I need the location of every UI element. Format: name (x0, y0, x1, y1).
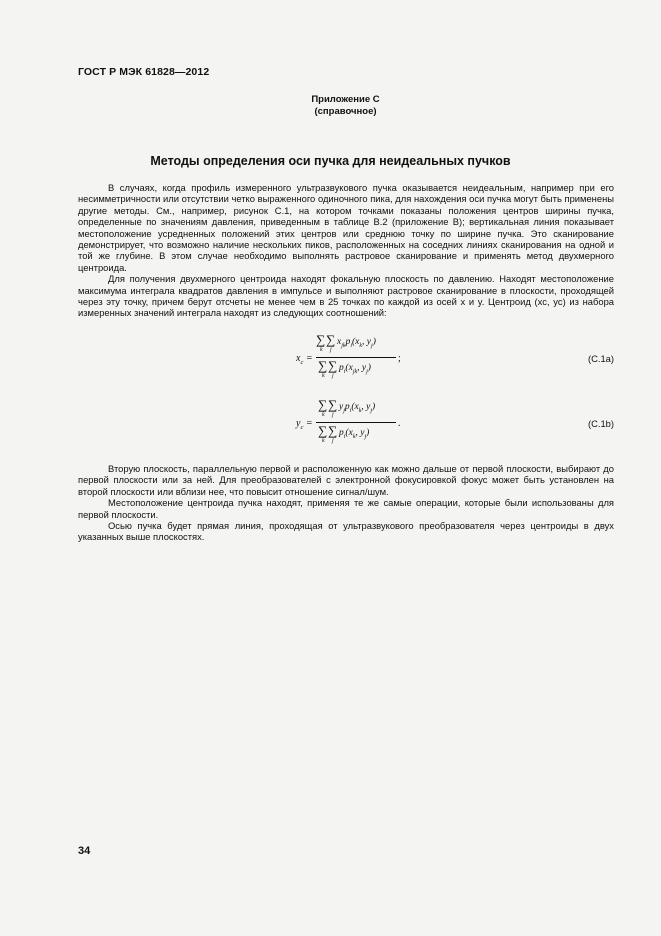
paragraph: Местоположение центроида пучка находят, применяя те же самые операции, которые были использованы для первой плоскости. (78, 497, 614, 520)
denominator: ∑ k ∑ j $p_i(x_k$, $y_j$) (318, 423, 370, 444)
section-heading: Методы определения оси пучка для неидеальных пучков (150, 154, 511, 168)
paragraph: Вторую плоскость, параллельную первой и расположенную как можно дальше от первой плоскости, выбирают до первой плоскости или за ней. Для преобразователей с электронной фокусировкой фокус может быть установлен на второй плоскости или вблизи нее, что повысит отношение сигнал/шум. (78, 463, 614, 497)
numerator: ∑ k ∑ j $y_jp_i(x_k$, $y_j$) (316, 398, 396, 423)
standard-code: ГОСТ Р МЭК 61828—2012 (78, 66, 210, 78)
appendix-note: (справочное) (314, 106, 377, 117)
formula-c1a (78, 333, 614, 391)
paragraph: В случаях, когда профиль измеренного ультразвукового пучка оказывается неидеальным, например при его несимметричности или отсутствии четко выраженного одиночного пика, для нахождения оси пучка могут быть применены другие методы. См., например, рисунок С.1, на котором точками показаны положения центров ширины пучка, определенные по значениям давления, приведенным в таблице В.2 (приложение В); вертикальная линия показывает местоположение усредненных положений этих центров или среднюю точку по ширине пучка. Это сканирование демонстрирует, что возможно наличие нескольких пиков, расположенных на соседних линиях сканирования на одной и той же глубине. В этом случае необходимо выполнять растровое сканирование и применять метод двухмерного центроида. (78, 182, 614, 273)
formula-lhs: $x_c$ = (296, 353, 313, 366)
formula-lhs: $y_c$ = (296, 418, 313, 431)
body-text-bottom (78, 463, 614, 543)
formula-number: (C.1a) (587, 353, 614, 364)
denominator: ∑ k ∑ j $p_i(x_{jk}$, $y_j$) (318, 358, 371, 379)
numerator: ∑ k ∑ j $x_{jk}p_i(x_k$, $y_j$) (316, 333, 396, 358)
formula-punctuation: ; (398, 353, 401, 364)
paragraph: Осью пучка будет прямая линия, проходящая от ультразвукового преобразователя через центроиды в двух указанных выше плоскостях. (78, 520, 614, 543)
paragraph: Для получения двухмерного центроида находят фокальную плоскость по давлению. Находят местоположение максимума интеграла квадратов давления в импульсе и выполняют растровое сканирование в плоскости, проходящей через эту точку, причем берут отсчеты не менее чем в 25 точках по каждой из осей x и y. Центроид (xc, yc) из набора измеренных значений интеграла находят из следующих соотношений: (78, 273, 614, 319)
formula-c1b (78, 398, 614, 456)
formula-number: (C.1b) (587, 418, 614, 429)
body-text-top (78, 182, 614, 319)
page-number: 34 (78, 845, 91, 857)
appendix-title: Приложение С (311, 94, 380, 105)
formula-punctuation: . (398, 418, 401, 429)
appendix-label (0, 94, 661, 118)
